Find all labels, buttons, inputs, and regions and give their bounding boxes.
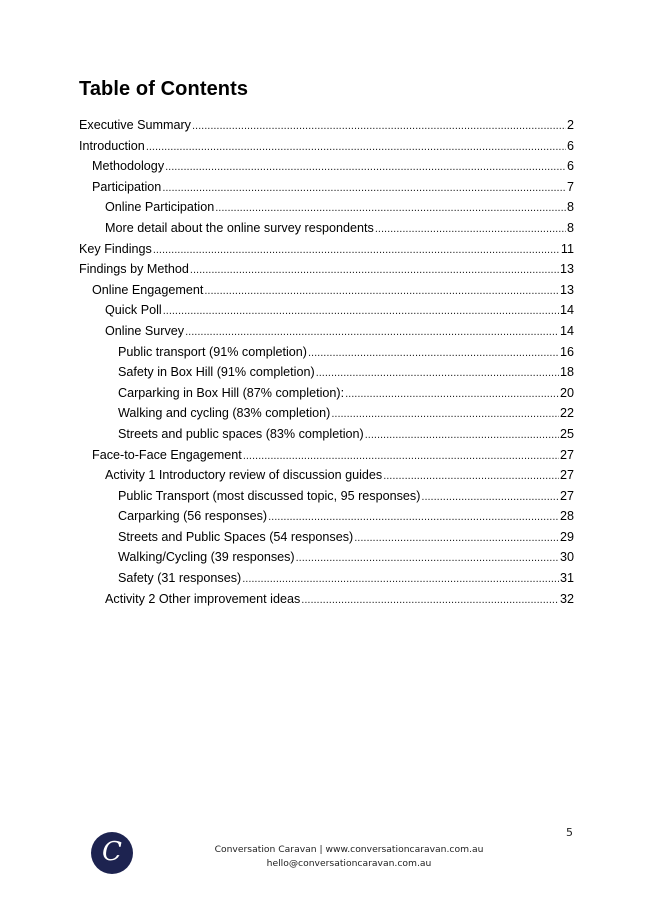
toc-entry-label: Introduction: [79, 138, 145, 153]
toc-dot-leader: [146, 137, 566, 158]
toc-entry[interactable]: [79, 568, 574, 589]
toc-entry-page: 6: [566, 159, 574, 174]
toc-entry-label: Activity 2 Other improvement ideas: [105, 591, 301, 606]
toc-entry-page: 32: [559, 591, 574, 606]
toc-entry[interactable]: [79, 506, 574, 527]
toc-dot-leader: [345, 384, 559, 405]
toc-entry-label: Face-to-Face Engagement: [92, 447, 242, 462]
toc-entry[interactable]: [79, 445, 574, 466]
toc-entry[interactable]: [79, 300, 574, 321]
toc-entry-label: Online Survey: [105, 323, 185, 338]
toc-entry[interactable]: [79, 424, 574, 445]
toc-entry-page: 6: [566, 138, 574, 153]
toc-dot-leader: [268, 507, 559, 528]
toc-entry-page: 27: [559, 447, 574, 462]
toc-entry[interactable]: [79, 218, 574, 239]
toc-entry-page: 13: [559, 262, 574, 277]
toc-entry-label: Streets and public spaces (83% completion): [118, 426, 364, 441]
toc-dot-leader: [163, 301, 559, 322]
toc-dot-leader: [375, 219, 566, 240]
toc-dot-leader: [185, 322, 559, 343]
toc-entry-label: Public Transport (most discussed topic, 95 responses): [118, 488, 421, 503]
toc-entry[interactable]: [79, 342, 574, 363]
toc-entry[interactable]: [79, 486, 574, 507]
page-number: 5: [566, 826, 573, 839]
toc-dot-leader: [316, 363, 559, 384]
toc-dot-leader: [192, 116, 566, 137]
toc-entry[interactable]: [79, 589, 574, 610]
toc-dot-leader: [162, 178, 566, 199]
toc-entry-label: Safety in Box Hill (91% completion): [118, 365, 315, 380]
toc-entry-page: 14: [559, 303, 574, 318]
toc-entry-label: Carparking in Box Hill (87% completion):: [118, 385, 345, 400]
toc-entry[interactable]: [79, 259, 574, 280]
toc-entry[interactable]: [79, 321, 574, 342]
toc-dot-leader: [308, 343, 559, 364]
toc-entry[interactable]: [79, 527, 574, 548]
toc-entry-label: Online Participation: [105, 200, 215, 215]
toc-entry-label: Walking/Cycling (39 responses): [118, 550, 295, 565]
toc-entry-label: Findings by Method: [79, 262, 189, 277]
toc-entry-page: 16: [559, 344, 574, 359]
toc-entry-label: Safety (31 responses): [118, 571, 242, 586]
toc-entry[interactable]: [79, 197, 574, 218]
toc-dot-leader: [243, 446, 559, 467]
toc-entry[interactable]: [79, 136, 574, 157]
toc-entry-page: 11: [560, 241, 574, 256]
toc-entry[interactable]: [79, 280, 574, 301]
toc-dot-leader: [331, 404, 559, 425]
toc-entry-page: 2: [566, 118, 574, 132]
toc-dot-leader: [165, 157, 566, 178]
toc-entry-page: 8: [566, 200, 574, 215]
toc-dot-leader: [204, 281, 559, 302]
toc-entry-page: 25: [559, 426, 574, 441]
toc-entry-page: 27: [559, 468, 574, 483]
conversation-caravan-logo: [91, 832, 133, 874]
toc-dot-leader: [365, 425, 559, 446]
toc-entry-label: Quick Poll: [105, 303, 162, 318]
toc-entry-label: Executive Summary: [79, 118, 191, 132]
toc-dot-leader: [354, 528, 559, 549]
toc-entry-label: Carparking (56 responses): [118, 509, 268, 524]
toc-dot-leader: [242, 569, 559, 590]
toc-entry-label: Activity 1 Introductory review of discussion guides: [105, 468, 383, 483]
toc-dot-leader: [421, 487, 559, 508]
toc-entry-label: More detail about the online survey respondents: [105, 220, 374, 235]
toc-entry[interactable]: [79, 156, 574, 177]
toc-entry-page: 7: [566, 179, 574, 194]
toc-entry-label: Streets and Public Spaces (54 responses): [118, 529, 354, 544]
toc-entry-label: Participation: [92, 179, 162, 194]
toc-dot-leader: [296, 548, 559, 569]
toc-entry-label: Walking and cycling (83% completion): [118, 406, 331, 421]
toc-entry[interactable]: [79, 383, 574, 404]
footer-contact: [190, 843, 508, 871]
toc-entry[interactable]: [79, 547, 574, 568]
toc-entry-page: 29: [559, 529, 574, 544]
toc-entry-page: 22: [559, 406, 574, 421]
toc-list: [79, 115, 574, 609]
toc-entry[interactable]: [79, 177, 574, 198]
toc-dot-leader: [153, 240, 560, 261]
footer-line-website: Conversation Caravan | www.conversationcaravan.com.au: [214, 844, 484, 855]
toc-dot-leader: [383, 466, 559, 487]
toc-entry-label: Public transport (91% completion): [118, 344, 307, 359]
toc-title: Table of Contents: [79, 78, 249, 100]
footer-line-email: hello@conversationcaravan.com.au: [266, 858, 432, 869]
toc-entry-page: 18: [559, 365, 574, 380]
toc-dot-leader: [215, 198, 566, 219]
toc-entry-page: 14: [559, 323, 574, 338]
logo-letter: C: [102, 837, 122, 867]
toc-entry-label: Online Engagement: [92, 282, 204, 297]
toc-entry-page: 27: [559, 488, 574, 503]
toc-entry-page: 13: [559, 282, 574, 297]
toc-entry[interactable]: [79, 239, 574, 260]
toc-entry[interactable]: [79, 465, 574, 486]
toc-entry-page: 31: [559, 571, 574, 586]
toc-entry[interactable]: [79, 362, 574, 383]
toc-dot-leader: [301, 590, 559, 611]
toc-entry-page: 20: [559, 385, 574, 400]
toc-entry[interactable]: [79, 115, 574, 136]
toc-entry-label: Methodology: [92, 159, 165, 174]
toc-entry[interactable]: [79, 403, 574, 424]
toc-entry-page: 28: [559, 509, 574, 524]
toc-entry-label: Key Findings: [79, 241, 152, 256]
toc-entry-page: 30: [559, 550, 574, 565]
toc-dot-leader: [190, 260, 559, 281]
toc-entry-page: 8: [566, 220, 574, 235]
